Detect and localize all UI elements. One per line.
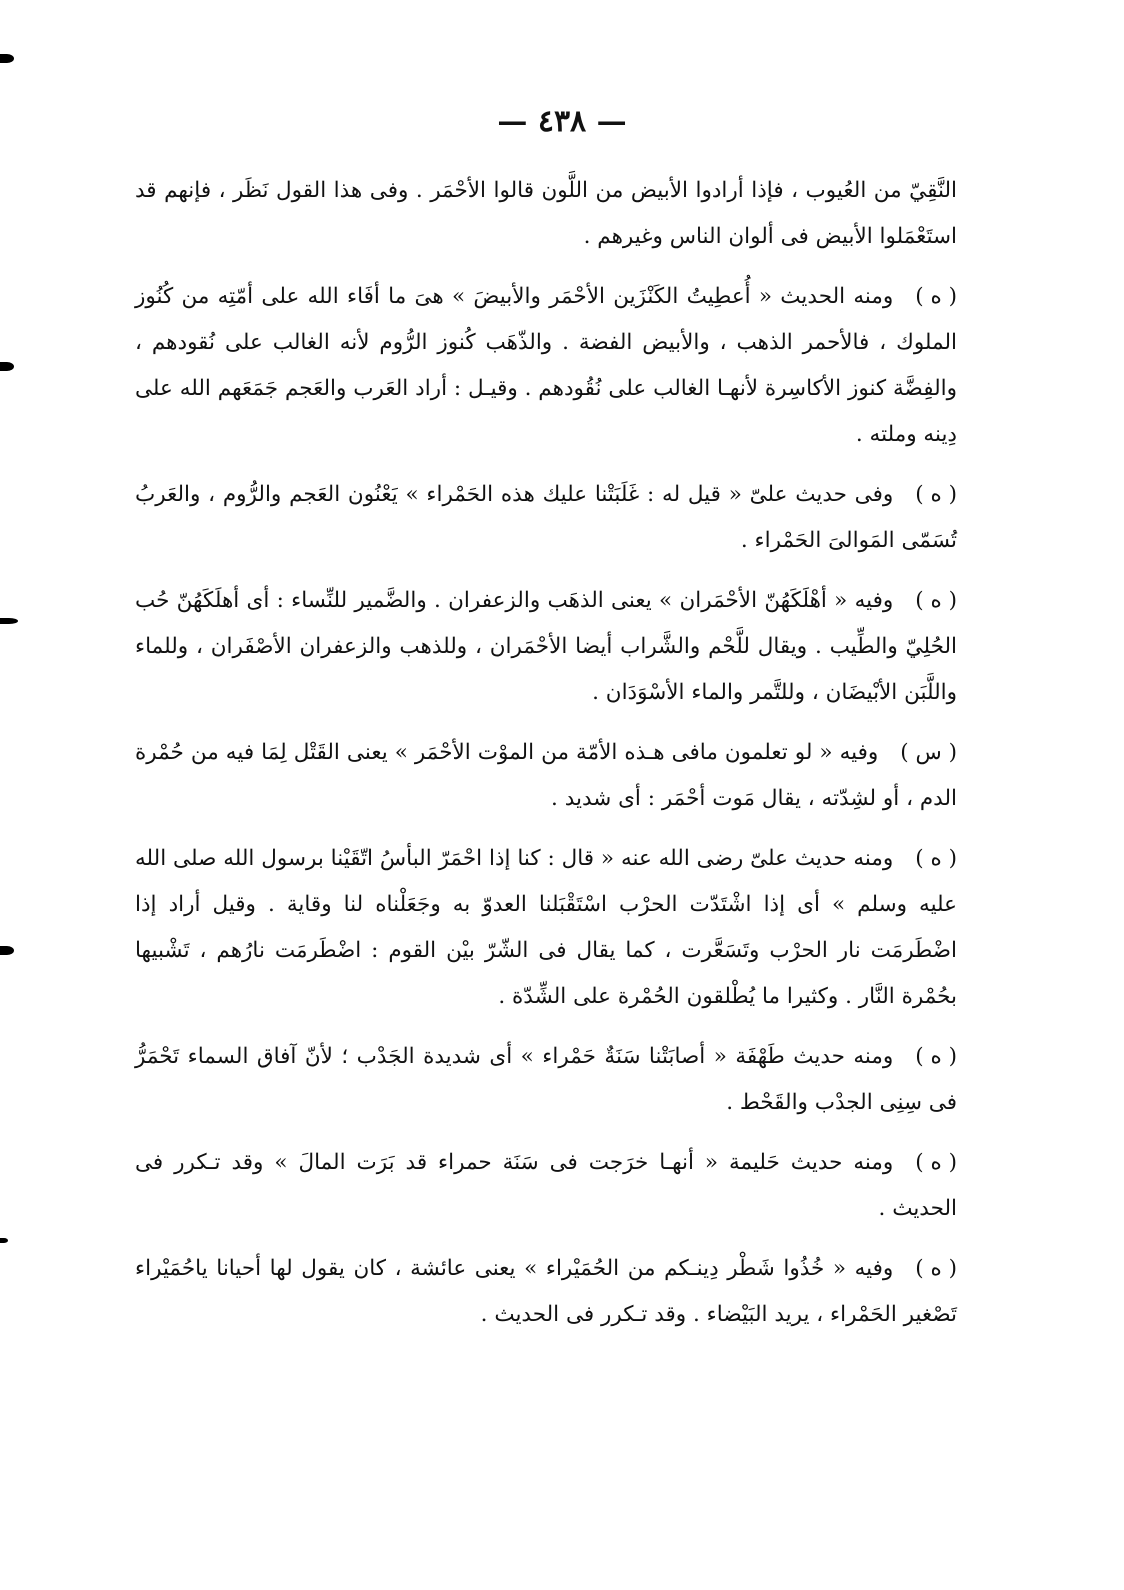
paragraph-text: ومنه حديث طَهْفَة « أصابَتْنا سَنَةٌ حَمْراء » أى شديدة الجَدْب ؛ لأنّ آفاق السماء تَحْمَرُّ فى سِنِى الجدْب والقَحْط .	[135, 1044, 957, 1115]
paragraph	[135, 472, 957, 564]
paragraph-text: وفيه « خُذُوا شَطْر دِينـكم من الحُمَيْراء » يعنى عائشة ، كان يقول لها أحيانا ياحُمَيْراء تَصْغير الحَمْراء ، يريد البَيْضاء . وقد تـكرر فى الحديث .	[135, 1256, 957, 1327]
entry-marker: ( ه )	[915, 588, 957, 613]
entry-marker: ( ه )	[915, 846, 957, 871]
page-number: — ٤٣٨ —	[497, 104, 627, 139]
entry-marker: ( ه )	[915, 1044, 957, 1069]
paragraph-text: وفيه « أهْلَكَهُنّ الأحْمَران » يعنى الذهَب والزعفران . والضَّمير للنِّساء : أى أهلَكَهُنّ حُب الحُلِيّ والطِّيب . ويقال للَّحْم والشَّراب أيضا الأحْمَران ، وللذهب والزعفران الأصْفَران ، وللماء واللَّبَن الأبْيضَان ، وللتَّمر والماء الأسْوَدَان .	[135, 588, 957, 705]
scan-edge-mark	[0, 1238, 8, 1243]
paragraph	[135, 730, 957, 822]
entry-marker: ( س )	[900, 740, 957, 765]
entry-marker: ( ه )	[915, 1256, 957, 1281]
scan-edge-mark	[0, 946, 14, 955]
entry-marker: ( ه )	[915, 1150, 957, 1175]
paragraph-text: ومنه الحديث « أُعطِيتُ الكَنْزَين الأحْمَر والأبيضَ » هىَ ما أفَاء الله على أمّتِه من كُنُوز الملوك ، فالأحمر الذهب ، والأبيض الفضة . والذّهَب كُنوز الرُّوم لأنه الغالب على نُقودهم ، والفِضَّة كنوز الأكاسِرة لأنهـا الغالب على نُقُودهم . وقيـل : أراد العَرب والعَجم جَمَعَهم الله على دِينه وملته .	[135, 284, 957, 447]
paragraph	[135, 836, 957, 1020]
main-text	[135, 168, 957, 1352]
paragraph	[135, 1246, 957, 1338]
paragraph-text: وفى حديث علىّ « قيل له : غَلَبَتْنا عليك هذه الحَمْراء » يَعْنُون العَجم والرُّوم ، والعَربُ تُسَمّى المَوالىَ الحَمْراء .	[135, 482, 957, 553]
paragraph	[135, 1034, 957, 1126]
paragraph	[135, 578, 957, 716]
paragraph	[135, 168, 957, 260]
scan-edge-mark	[0, 54, 14, 63]
paragraph-text: ومنه حديث علىّ رضى الله عنه « قال : كنا إذا احْمَرّ البأسُ اتّقَيْنا برسول الله صلى الله عليه وسلم » أى إذا اشْتَدّت الحرْب اسْتَقْبَلنا العدوّ به وجَعَلْناه لنا وقاية . وقيل أراد إذا اضْطَرمَت نار الحرْب وتَسَعَّرت ، كما يقال فى الشّرّ بيْن القوم : اضْطَرمَت نارُهم ، تَشْبيها بحُمْرة النَّار . وكثيرا ما يُطْلقون الحُمْرة على الشِّدّة .	[135, 846, 957, 1009]
paragraph	[135, 1140, 957, 1232]
scan-edge-mark	[0, 618, 18, 624]
paragraph-text: النَّقِيّ من العُيوب ، فإذا أرادوا الأبيض من اللَّون قالوا الأحْمَر . وفى هذا القول نَظَر ، فإنهم قد استَعْمَلوا الأبيض فى ألوان الناس وغيرهم .	[135, 178, 957, 249]
entry-marker: ( ه )	[915, 482, 957, 507]
paragraph	[135, 274, 957, 458]
paragraph-text: وفيه « لو تعلمون مافى هـذه الأمّة من الموْت الأحْمَر » يعنى القَتْل لِمَا فيه من حُمْرة الدم ، أو لشِدّته ، يقال مَوت أحْمَر : أى شديد .	[135, 740, 957, 811]
entry-marker: ( ه )	[915, 284, 957, 309]
paragraph-text: ومنه حديث حَليمة « أنهـا خرَجت فى سَنَة حمراء قد بَرَت المالَ » وقد تـكرر فى الحديث .	[135, 1150, 957, 1221]
scan-edge-mark	[0, 362, 14, 371]
